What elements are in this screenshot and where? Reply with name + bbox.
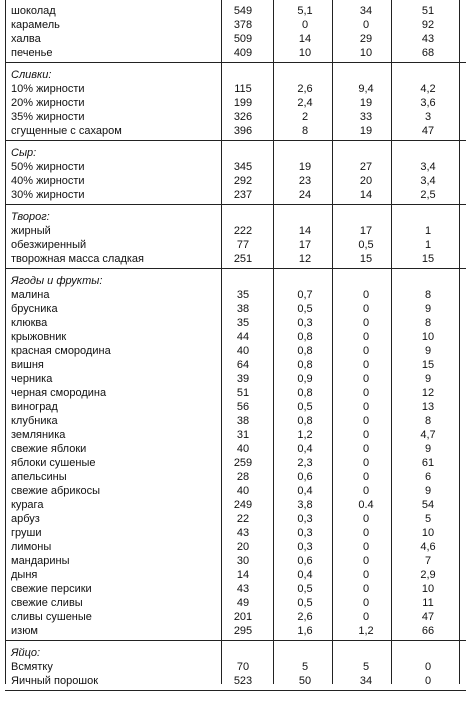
table-row — [5, 344, 466, 358]
value-cell: 22 — [236, 513, 250, 525]
product-name-cell: черника — [11, 373, 53, 385]
value-cell: 0 — [362, 289, 370, 301]
table-row — [5, 32, 466, 46]
value-cell: 0,4 — [297, 569, 313, 581]
value-cell: 39 — [236, 373, 250, 385]
value-cell: 11 — [422, 597, 434, 609]
table-row — [5, 674, 466, 688]
value-cell: 66 — [421, 625, 435, 637]
value-cell: 0,5 — [297, 401, 313, 413]
value-cell: 0,6 — [297, 471, 313, 483]
value-cell: 0 — [362, 317, 370, 329]
table-row — [5, 400, 466, 414]
table-row — [5, 372, 466, 386]
value-cell: 251 — [233, 253, 253, 265]
product-name-cell: виноград — [11, 401, 58, 413]
value-cell: 0,4 — [297, 485, 313, 497]
value-cell: 0,3 — [297, 317, 313, 329]
product-name-cell: курага — [11, 499, 44, 511]
table-row — [5, 316, 466, 330]
product-name-cell: 20% жирности — [11, 97, 85, 109]
table-row — [5, 302, 466, 316]
product-name-cell: Всмятку — [11, 661, 53, 673]
product-name-cell: свежие абрикосы — [11, 485, 101, 497]
value-cell: 0 — [362, 19, 370, 31]
value-cell: 50 — [298, 675, 312, 687]
table-row — [5, 238, 466, 252]
value-cell: 43 — [421, 33, 435, 45]
value-cell: 0 — [424, 661, 432, 673]
product-name-cell: арбуз — [11, 513, 40, 525]
value-cell: 0 — [362, 485, 370, 497]
section-title: Ягоды и фрукты: — [11, 275, 103, 287]
value-cell: 77 — [236, 239, 250, 251]
column-divider — [332, 0, 333, 684]
product-name-cell: дыня — [11, 569, 38, 581]
value-cell: 0,8 — [297, 331, 313, 343]
value-cell: 9 — [424, 345, 432, 357]
value-cell: 34 — [359, 5, 373, 17]
table-row — [5, 596, 466, 610]
table-row — [5, 18, 466, 32]
value-cell: 10 — [421, 583, 435, 595]
value-cell: 43 — [236, 583, 250, 595]
value-cell: 49 — [236, 597, 250, 609]
value-cell: 29 — [359, 33, 373, 45]
product-name-cell: свежие яблоки — [11, 443, 87, 455]
product-name-cell: карамель — [11, 19, 60, 31]
table-group — [5, 205, 466, 269]
value-cell: 259 — [233, 457, 253, 469]
product-name-cell: клюква — [11, 317, 48, 329]
product-name-cell: 30% жирности — [11, 189, 85, 201]
value-cell: 54 — [421, 499, 435, 511]
column-divider — [391, 0, 392, 684]
table-row — [5, 526, 466, 540]
value-cell: 31 — [236, 429, 250, 441]
value-cell: 51 — [421, 5, 435, 17]
value-cell: 8 — [424, 289, 432, 301]
value-cell: 4,6 — [420, 541, 436, 553]
value-cell: 0,5 — [297, 583, 313, 595]
value-cell: 56 — [236, 401, 250, 413]
value-cell: 509 — [233, 33, 253, 45]
value-cell: 13 — [421, 401, 435, 413]
value-cell: 0,8 — [297, 359, 313, 371]
table-row — [5, 160, 466, 174]
value-cell: 61 — [421, 457, 435, 469]
value-cell: 0 — [362, 555, 370, 567]
value-cell: 1,2 — [358, 625, 374, 637]
value-cell: 1 — [424, 225, 432, 237]
value-cell: 38 — [236, 303, 250, 315]
value-cell: 17 — [298, 239, 312, 251]
value-cell: 44 — [236, 331, 250, 343]
value-cell: 0 — [362, 401, 370, 413]
value-cell: 222 — [233, 225, 253, 237]
value-cell: 2,5 — [420, 189, 436, 201]
value-cell: 8 — [424, 415, 432, 427]
value-cell: 14 — [359, 189, 373, 201]
value-cell: 115 — [234, 83, 252, 95]
value-cell: 0 — [362, 303, 370, 315]
table-row — [5, 224, 466, 238]
value-cell: 40 — [236, 345, 250, 357]
value-cell: 14 — [298, 33, 312, 45]
value-cell: 92 — [421, 19, 435, 31]
product-name-cell: печенье — [11, 47, 53, 59]
table-row — [5, 540, 466, 554]
product-name-cell: 40% жирности — [11, 175, 85, 187]
value-cell: 7 — [424, 555, 432, 567]
product-name-cell: брусника — [11, 303, 58, 315]
product-name-cell: красная смородина — [11, 345, 111, 357]
product-name-cell: 10% жирности — [11, 83, 85, 95]
product-name-cell: сливы сушеные — [11, 611, 92, 623]
product-name-cell: апельсины — [11, 471, 67, 483]
product-name-cell: лимоны — [11, 541, 52, 553]
table-row — [5, 470, 466, 484]
table-row — [5, 124, 466, 138]
value-cell: 3,4 — [420, 175, 436, 187]
value-cell: 0,4 — [297, 443, 313, 455]
value-cell: 549 — [233, 5, 253, 17]
value-cell: 33 — [359, 111, 373, 123]
value-cell: 9,4 — [358, 83, 374, 95]
product-name-cell: вишня — [11, 359, 44, 371]
value-cell: 9 — [424, 485, 432, 497]
value-cell: 15 — [421, 253, 435, 265]
value-cell: 378 — [233, 19, 253, 31]
value-cell: 0.4 — [358, 499, 374, 511]
product-name-cell: 35% жирности — [11, 111, 85, 123]
table-row — [5, 96, 466, 110]
value-cell: 326 — [233, 111, 253, 123]
value-cell: 396 — [233, 125, 253, 137]
value-cell: 0 — [362, 541, 370, 553]
value-cell: 9 — [424, 443, 432, 455]
value-cell: 10 — [359, 47, 373, 59]
value-cell: 2,6 — [297, 83, 313, 95]
value-cell: 0 — [362, 429, 370, 441]
value-cell: 27 — [359, 161, 373, 173]
value-cell: 30 — [236, 555, 250, 567]
table-row — [5, 660, 466, 674]
table-row — [5, 386, 466, 400]
value-cell: 5 — [301, 661, 309, 673]
table-row — [5, 46, 466, 60]
value-cell: 345 — [233, 161, 253, 173]
value-cell: 5,1 — [297, 5, 313, 17]
table-group — [5, 141, 466, 205]
table-row — [5, 554, 466, 568]
value-cell: 0,5 — [297, 303, 313, 315]
value-cell: 2,6 — [297, 611, 313, 623]
table-row — [5, 484, 466, 498]
value-cell: 47 — [421, 125, 435, 137]
value-cell: 12 — [298, 253, 312, 265]
value-cell: 12 — [421, 387, 435, 399]
value-cell: 47 — [421, 611, 435, 623]
value-cell: 0 — [362, 569, 370, 581]
value-cell: 10 — [421, 527, 435, 539]
value-cell: 15 — [359, 253, 373, 265]
product-name-cell: жирный — [11, 225, 51, 237]
table-row — [5, 330, 466, 344]
product-name-cell: свежие сливы — [11, 597, 83, 609]
product-name-cell: обезжиренный — [11, 239, 87, 251]
value-cell: 8 — [424, 317, 432, 329]
value-cell: 0,6 — [297, 555, 313, 567]
product-name-cell: груши — [11, 527, 42, 539]
value-cell: 0,7 — [297, 289, 313, 301]
value-cell: 6 — [424, 471, 432, 483]
value-cell: 0,3 — [297, 527, 313, 539]
value-cell: 0,5 — [358, 239, 374, 251]
value-cell: 0 — [362, 373, 370, 385]
value-cell: 9 — [424, 373, 432, 385]
product-name-cell: яблоки сушеные — [11, 457, 96, 469]
value-cell: 1,6 — [297, 625, 313, 637]
value-cell: 0 — [362, 359, 370, 371]
value-cell: 3,6 — [420, 97, 436, 109]
value-cell: 43 — [236, 527, 250, 539]
value-cell: 5 — [424, 513, 432, 525]
value-cell: 19 — [298, 161, 312, 173]
value-cell: 0 — [424, 675, 432, 687]
value-cell: 0 — [362, 331, 370, 343]
product-name-cell: Яичный порошок — [11, 675, 99, 687]
product-name-cell: крыжовник — [11, 331, 67, 343]
value-cell: 1,2 — [297, 429, 313, 441]
value-cell: 2,3 — [297, 457, 313, 469]
value-cell: 0 — [362, 513, 370, 525]
value-cell: 0 — [362, 345, 370, 357]
table-row — [5, 456, 466, 470]
value-cell: 2,9 — [420, 569, 436, 581]
value-cell: 3 — [424, 111, 432, 123]
table-row — [5, 252, 466, 266]
table-row — [5, 610, 466, 624]
value-cell: 35 — [236, 289, 250, 301]
section-title: Сыр: — [11, 147, 37, 159]
section-title: Сливки: — [11, 69, 52, 81]
value-cell: 201 — [233, 611, 253, 623]
value-cell: 68 — [421, 47, 435, 59]
value-cell: 0 — [362, 471, 370, 483]
table-row — [5, 414, 466, 428]
value-cell: 64 — [236, 359, 250, 371]
table-group — [5, 0, 466, 63]
product-name-cell: изюм — [11, 625, 38, 637]
value-cell: 70 — [236, 661, 250, 673]
value-cell: 0 — [362, 443, 370, 455]
value-cell: 9 — [424, 303, 432, 315]
table-row — [5, 82, 466, 96]
value-cell: 24 — [298, 189, 312, 201]
value-cell: 4,2 — [420, 83, 436, 95]
value-cell: 40 — [236, 485, 250, 497]
value-cell: 51 — [236, 387, 250, 399]
nutrition-table — [5, 0, 466, 687]
table-group — [5, 641, 466, 691]
value-cell: 19 — [359, 125, 373, 137]
value-cell: 237 — [233, 189, 253, 201]
value-cell: 8 — [301, 125, 309, 137]
table-row — [5, 624, 466, 638]
value-cell: 0 — [362, 457, 370, 469]
value-cell: 0,8 — [297, 345, 313, 357]
value-cell: 199 — [233, 97, 253, 109]
table-row — [5, 582, 466, 596]
value-cell: 0 — [362, 597, 370, 609]
value-cell: 0 — [362, 415, 370, 427]
value-cell: 3,4 — [420, 161, 436, 173]
product-name-cell: мандарины — [11, 555, 70, 567]
value-cell: 2 — [301, 111, 309, 123]
product-name-cell: творожная масса сладкая — [11, 253, 144, 265]
value-cell: 295 — [233, 625, 253, 637]
value-cell: 23 — [298, 175, 312, 187]
value-cell: 14 — [298, 225, 312, 237]
value-cell: 34 — [359, 675, 373, 687]
value-cell: 2,4 — [297, 97, 313, 109]
value-cell: 14 — [236, 569, 250, 581]
value-cell: 0,5 — [297, 597, 313, 609]
value-cell: 0,8 — [297, 415, 313, 427]
table-row — [5, 188, 466, 202]
value-cell: 0 — [362, 611, 370, 623]
table-group — [5, 269, 466, 641]
value-cell: 17 — [359, 225, 373, 237]
value-cell: 0,3 — [297, 541, 313, 553]
value-cell: 1 — [424, 239, 432, 251]
table-row — [5, 442, 466, 456]
value-cell: 5 — [362, 661, 370, 673]
product-name-cell: земляника — [11, 429, 66, 441]
table-group — [5, 63, 466, 141]
product-name-cell: шоколад — [11, 5, 56, 17]
value-cell: 3,8 — [297, 499, 313, 511]
section-title: Творог: — [11, 211, 50, 223]
product-name-cell: клубника — [11, 415, 58, 427]
value-cell: 35 — [236, 317, 250, 329]
column-divider — [273, 0, 274, 684]
table-row — [5, 358, 466, 372]
product-name-cell: черная смородина — [11, 387, 107, 399]
table-row — [5, 428, 466, 442]
value-cell: 0 — [301, 19, 309, 31]
table-row — [5, 110, 466, 124]
product-name-cell: сгущенные с сахаром — [11, 125, 122, 137]
product-name-cell: халва — [11, 33, 41, 45]
value-cell: 0 — [362, 387, 370, 399]
column-divider — [221, 0, 222, 684]
value-cell: 409 — [233, 47, 253, 59]
value-cell: 0,9 — [297, 373, 313, 385]
table-row — [5, 174, 466, 188]
value-cell: 38 — [236, 415, 250, 427]
value-cell: 523 — [233, 675, 253, 687]
value-cell: 0 — [362, 583, 370, 595]
table-row — [5, 568, 466, 582]
table-row — [5, 4, 466, 18]
value-cell: 19 — [359, 97, 373, 109]
value-cell: 10 — [421, 331, 435, 343]
value-cell: 15 — [421, 359, 435, 371]
table-row — [5, 498, 466, 512]
value-cell: 40 — [236, 443, 250, 455]
table-row — [5, 512, 466, 526]
value-cell: 292 — [233, 175, 253, 187]
value-cell: 4,7 — [420, 429, 436, 441]
value-cell: 20 — [236, 541, 250, 553]
product-name-cell: свежие персики — [11, 583, 92, 595]
value-cell: 0,8 — [297, 387, 313, 399]
table-row — [5, 288, 466, 302]
section-title: Яйцо: — [11, 647, 41, 659]
value-cell: 0 — [362, 527, 370, 539]
value-cell: 28 — [236, 471, 250, 483]
product-name-cell: малина — [11, 289, 50, 301]
value-cell: 0,3 — [297, 513, 313, 525]
value-cell: 20 — [359, 175, 373, 187]
product-name-cell: 50% жирности — [11, 161, 85, 173]
value-cell: 249 — [233, 499, 253, 511]
value-cell: 10 — [298, 47, 312, 59]
